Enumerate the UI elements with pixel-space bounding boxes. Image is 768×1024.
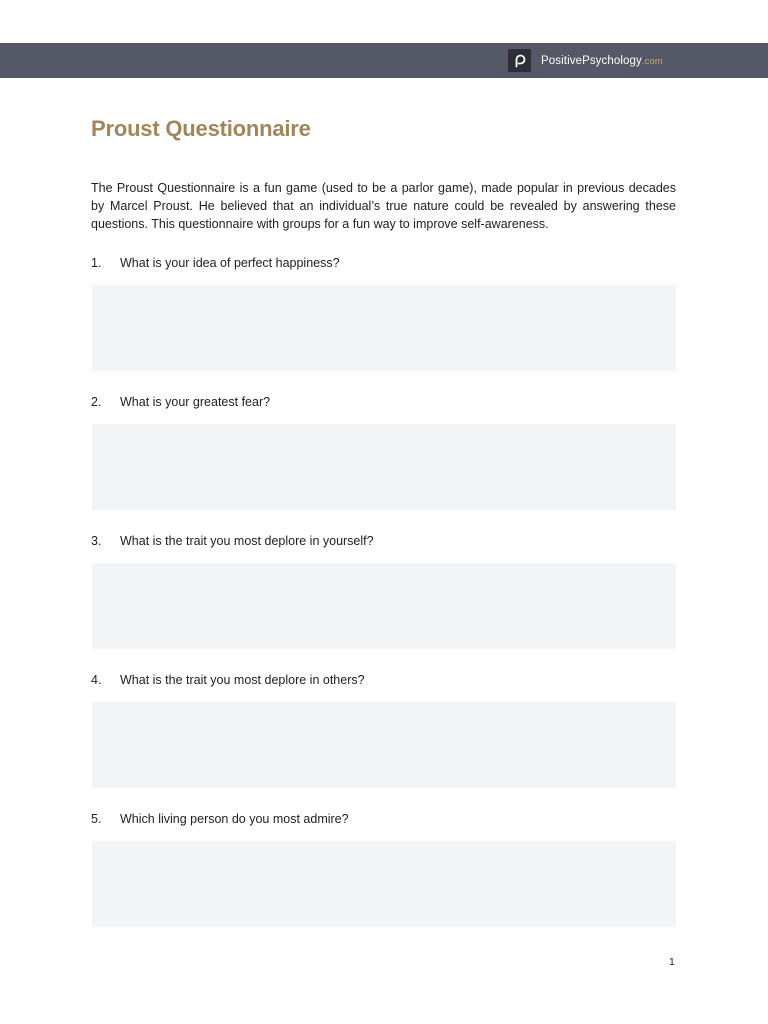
question-number: 1. — [91, 256, 102, 270]
answer-box-4[interactable] — [92, 702, 676, 788]
question-number: 4. — [91, 673, 102, 687]
answer-box-3[interactable] — [92, 563, 676, 649]
brand-tld: .com — [641, 55, 663, 67]
brand-name-text: PositivePsychology — [541, 54, 642, 67]
question-text: What is the trait you most deplore in others? — [120, 673, 365, 687]
page-number: 1 — [669, 956, 675, 968]
question-1 — [91, 256, 340, 270]
question-5 — [91, 812, 349, 826]
answer-box-5[interactable] — [92, 841, 676, 927]
question-text: What is your greatest fear? — [120, 395, 271, 409]
page-title: Proust Questionnaire — [91, 116, 311, 141]
question-3 — [91, 534, 374, 548]
answer-box-2[interactable] — [92, 424, 676, 510]
question-number: 2. — [91, 395, 102, 409]
header-bar — [0, 43, 768, 78]
question-number: 5. — [91, 812, 102, 826]
brand-name — [541, 55, 663, 67]
question-text: Which living person do you most admire? — [120, 812, 349, 826]
intro-paragraph: The Proust Questionnaire is a fun game (used to be a parlor game), made popular in previous decades by Marcel Proust. He believed that an individual’s true nature could be revealed by answering these questions. This questionnaire with groups for a fun way to improve self-awareness. — [91, 181, 676, 231]
question-text: What is the trait you most deplore in yourself? — [120, 534, 374, 548]
brand[interactable] — [508, 49, 663, 72]
question-4 — [91, 673, 365, 687]
answer-box-1[interactable] — [92, 285, 676, 371]
question-text: What is your idea of perfect happiness? — [120, 256, 340, 270]
question-2 — [91, 395, 270, 409]
question-number: 3. — [91, 534, 102, 548]
p-logo-icon — [508, 49, 531, 72]
